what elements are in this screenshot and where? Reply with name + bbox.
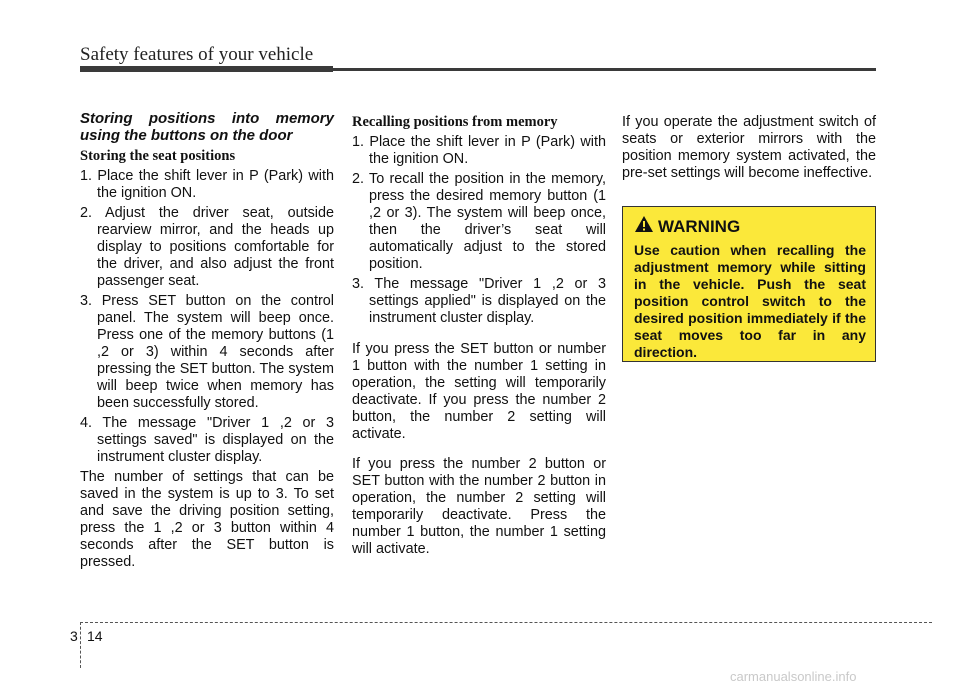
paragraph: If you operate the adjustment switch of seats or exterior mirrors with the position memory system activated, the pre-set settings will become ineffective. bbox=[622, 114, 876, 181]
chapter-number: 3 bbox=[70, 628, 78, 644]
paragraph: The number of settings that can be saved in the system is up to 3. To set and save the driving position setting, press the 1 ,2 or 3 button within 4 seconds after the SET button is pressed. bbox=[80, 469, 334, 570]
list-item: 2. To recall the position in the memory, press the desired memory button (1 ,2 or 3). The system will beep once, then the driver’s seat will automatically adjust to the stored position. bbox=[352, 171, 606, 272]
header-rule bbox=[80, 68, 876, 71]
page-header-title: Safety features of your vehicle bbox=[80, 44, 314, 65]
page-number-separator bbox=[80, 622, 81, 668]
warning-header bbox=[634, 215, 866, 238]
footer-rule bbox=[80, 622, 932, 623]
warning-box bbox=[622, 206, 876, 362]
page-number: 14 bbox=[87, 628, 103, 644]
recalling-steps bbox=[352, 134, 606, 327]
warning-text: Use caution when recalling the adjustment memory while sitting in the vehicle. Push the seat position control switch to the desired position immediately if the seat moves too far in any direction. bbox=[634, 242, 866, 360]
watermark: carmanualsonline.info bbox=[730, 669, 857, 684]
list-item: 1. Place the shift lever in P (Park) with the ignition ON. bbox=[352, 134, 606, 167]
column-middle bbox=[352, 114, 606, 571]
sub-title-storing: Storing the seat positions bbox=[80, 148, 236, 164]
sub-title-recalling: Recalling positions from memory bbox=[352, 114, 558, 130]
column-right bbox=[622, 114, 876, 195]
section-title: Storing positions into memory using the buttons on the door bbox=[80, 110, 334, 144]
column-left bbox=[80, 110, 334, 584]
list-item: 2. Adjust the driver seat, outside rearview mirror, and the heads up display to positions comfortable for the driver, and also adjust the front passenger seat. bbox=[80, 205, 334, 289]
list-item: 3. The message "Driver 1 ,2 or 3 settings applied" is displayed on the instrument cluster display. bbox=[352, 276, 606, 326]
storing-steps bbox=[80, 168, 334, 466]
paragraph: If you press the SET button or number 1 button with the number 1 setting in operation, the setting will temporarily deactivate. If you press the number 2 button, the number 2 setting will activate. bbox=[352, 341, 606, 442]
list-item: 1. Place the shift lever in P (Park) with the ignition ON. bbox=[80, 168, 334, 201]
list-item: 4. The message "Driver 1 ,2 or 3 settings saved" is displayed on the instrument cluster display. bbox=[80, 415, 334, 465]
warning-title: WARNING bbox=[658, 216, 741, 236]
paragraph: If you press the number 2 button or SET button with the number 2 button in operation, the number 2 setting will temporarily deactivate. Press the number 1 button, the number 1 setting will activate. bbox=[352, 456, 606, 557]
list-item: 3. Press SET button on the control panel. The system will beep once. Press one of the memory buttons (1 ,2 or 3) within 4 seconds after pressing the SET button. The system will beep twice when memory has been successfully stored. bbox=[80, 293, 334, 411]
warning-triangle-icon bbox=[634, 215, 658, 238]
